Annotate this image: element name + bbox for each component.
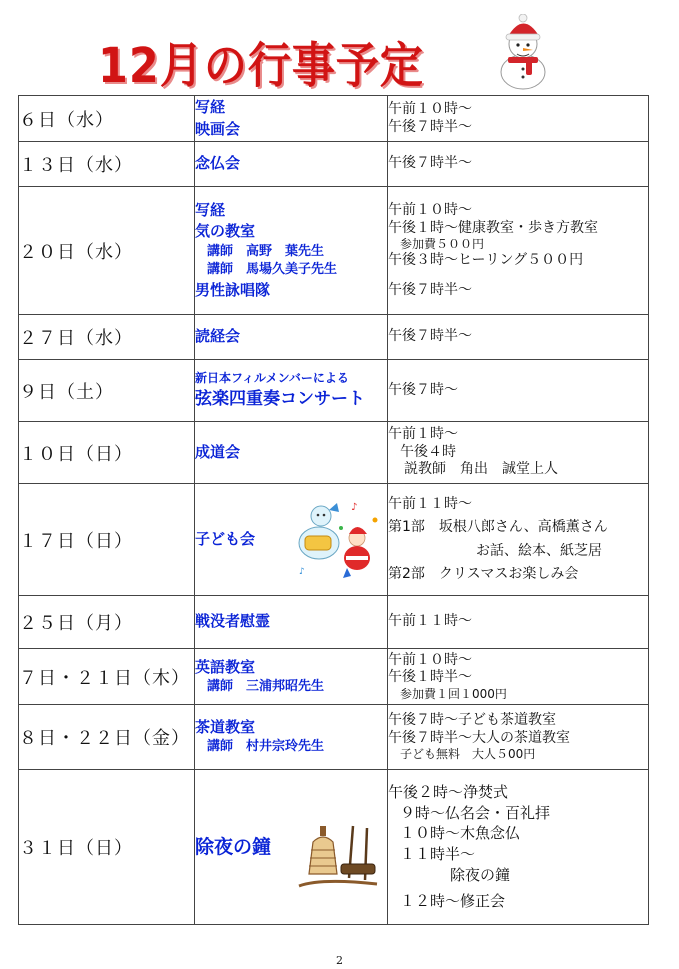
table-row	[19, 422, 649, 484]
time-label: 午後７時～	[388, 381, 458, 398]
event-cell	[195, 484, 388, 596]
event-cell	[195, 187, 388, 315]
table-row	[19, 484, 649, 596]
event-sublabel: 講師 馬場久美子先生	[207, 262, 338, 278]
date-cell: １７日（日）	[19, 484, 195, 596]
event-sublabel: 講師 村井宗玲先生	[207, 739, 325, 755]
event-cell	[195, 649, 388, 705]
table-row	[19, 315, 649, 360]
time-label: 午後７時半～	[388, 118, 472, 135]
time-label: 午前１０時～	[388, 651, 472, 668]
table-row	[19, 649, 649, 705]
date-cell: ３１日（日）	[19, 770, 195, 925]
date-cell: ７日・２１日（木）	[19, 649, 195, 705]
event-label: 除夜の鐘	[195, 835, 272, 858]
event-cell	[195, 315, 388, 360]
time-label: 午前１１時～	[388, 495, 472, 512]
event-label: 子ども会	[195, 529, 256, 548]
event-label: 成道会	[195, 442, 241, 461]
event-cell	[195, 142, 388, 187]
event-cell	[195, 596, 388, 649]
event-cell	[195, 96, 388, 142]
event-label: 気の教室	[195, 222, 256, 241]
time-label: 午後１時～健康教室・歩き方教室	[388, 219, 598, 236]
time-label: １２時～修正会	[400, 892, 506, 911]
date-cell: ２５日（月）	[19, 596, 195, 649]
event-label: 新日本フィルメンバーによる	[195, 370, 349, 385]
time-cell	[388, 422, 649, 484]
table-row	[19, 96, 649, 142]
time-label: 午後７時～子ども茶道教室	[388, 712, 556, 728]
time-cell	[388, 705, 649, 770]
time-label: 午前１０時～	[388, 101, 472, 117]
event-label: 読経会	[195, 327, 241, 346]
table-row	[19, 705, 649, 770]
time-label: 第2部 クリスマスお楽しみ会	[388, 566, 579, 582]
time-cell	[388, 187, 649, 315]
event-label: 戦没者慰霊	[195, 612, 271, 631]
event-cell	[195, 360, 388, 422]
time-label: 第1部 坂根八郎さん、高橋薫さん	[388, 519, 608, 535]
date-cell: ９日（土）	[19, 360, 195, 422]
table-row	[19, 142, 649, 187]
event-label: 男性詠唱隊	[195, 280, 271, 299]
time-label: 午後７時半～大人の茶道教室	[388, 729, 570, 746]
time-label: 午前１１時～	[388, 613, 472, 630]
date-cell: ８日・２２日（金）	[19, 705, 195, 770]
table-row	[19, 360, 649, 422]
time-label: 午後７時半～	[388, 328, 472, 345]
event-cell	[195, 422, 388, 484]
date-cell: ２０日（水）	[19, 187, 195, 315]
schedule-table	[18, 95, 649, 925]
time-label: お話、絵本、紙芝居	[476, 542, 602, 559]
table-row	[19, 187, 649, 315]
table-row	[19, 596, 649, 649]
event-cell	[195, 705, 388, 770]
date-cell: ２７日（水）	[19, 315, 195, 360]
date-cell: １３日（水）	[19, 142, 195, 187]
time-label: 午前１時～	[388, 426, 458, 443]
time-cell	[388, 596, 649, 649]
time-label: 参加費５００円	[400, 237, 485, 251]
svg-text:♪: ♪	[351, 502, 358, 513]
event-sublabel: 講師 三浦邦昭先生	[207, 678, 325, 694]
time-label: 説教師 角出 誠堂上人	[404, 461, 558, 478]
time-label: 午後７時半～	[388, 155, 472, 172]
time-label: １０時～木魚念仏	[400, 824, 521, 843]
svg-text:♪: ♪	[299, 567, 305, 577]
kids-party-icon	[291, 498, 383, 582]
time-cell	[388, 96, 649, 142]
date-cell: ６日（水）	[19, 96, 195, 142]
date-cell: １０日（日）	[19, 422, 195, 484]
temple-bell-icon	[291, 820, 381, 892]
time-label: 午後４時	[400, 443, 456, 460]
snowman-icon	[493, 14, 553, 90]
time-cell	[388, 484, 649, 596]
event-label: 弦楽四重奏コンサート	[195, 388, 365, 409]
event-label: 映画会	[195, 119, 241, 138]
event-label: 念仏会	[195, 154, 241, 173]
time-label: 午後３時～ヒーリング５００円	[388, 252, 584, 268]
event-label: 茶道教室	[195, 718, 256, 737]
time-label: 午後１時半～	[388, 669, 472, 685]
event-label: 英語教室	[195, 657, 256, 676]
time-label: 午後７時半～	[388, 281, 472, 298]
time-label: ９時～仏名会・百礼拝	[400, 803, 551, 822]
page-title: 12月の行事予定	[98, 38, 424, 95]
time-cell	[388, 360, 649, 422]
time-label: 参加費１回１000円	[400, 686, 507, 701]
event-sublabel: 講師 高野 葉先生	[207, 243, 325, 259]
time-label: 除夜の鐘	[450, 865, 511, 884]
time-cell	[388, 770, 649, 925]
time-label: １１時半～	[400, 845, 476, 863]
page-number: 2	[336, 954, 343, 967]
time-label: 午前１０時～	[388, 202, 472, 218]
time-cell	[388, 649, 649, 705]
time-label: 午後２時～浄焚式	[388, 782, 509, 801]
event-label: 写経	[195, 201, 226, 220]
event-cell	[195, 770, 388, 925]
time-cell	[388, 142, 649, 187]
time-cell	[388, 315, 649, 360]
table-row	[19, 770, 649, 925]
event-label: 写経	[195, 98, 226, 117]
time-label: 子ども無料 大人５00円	[400, 747, 536, 761]
